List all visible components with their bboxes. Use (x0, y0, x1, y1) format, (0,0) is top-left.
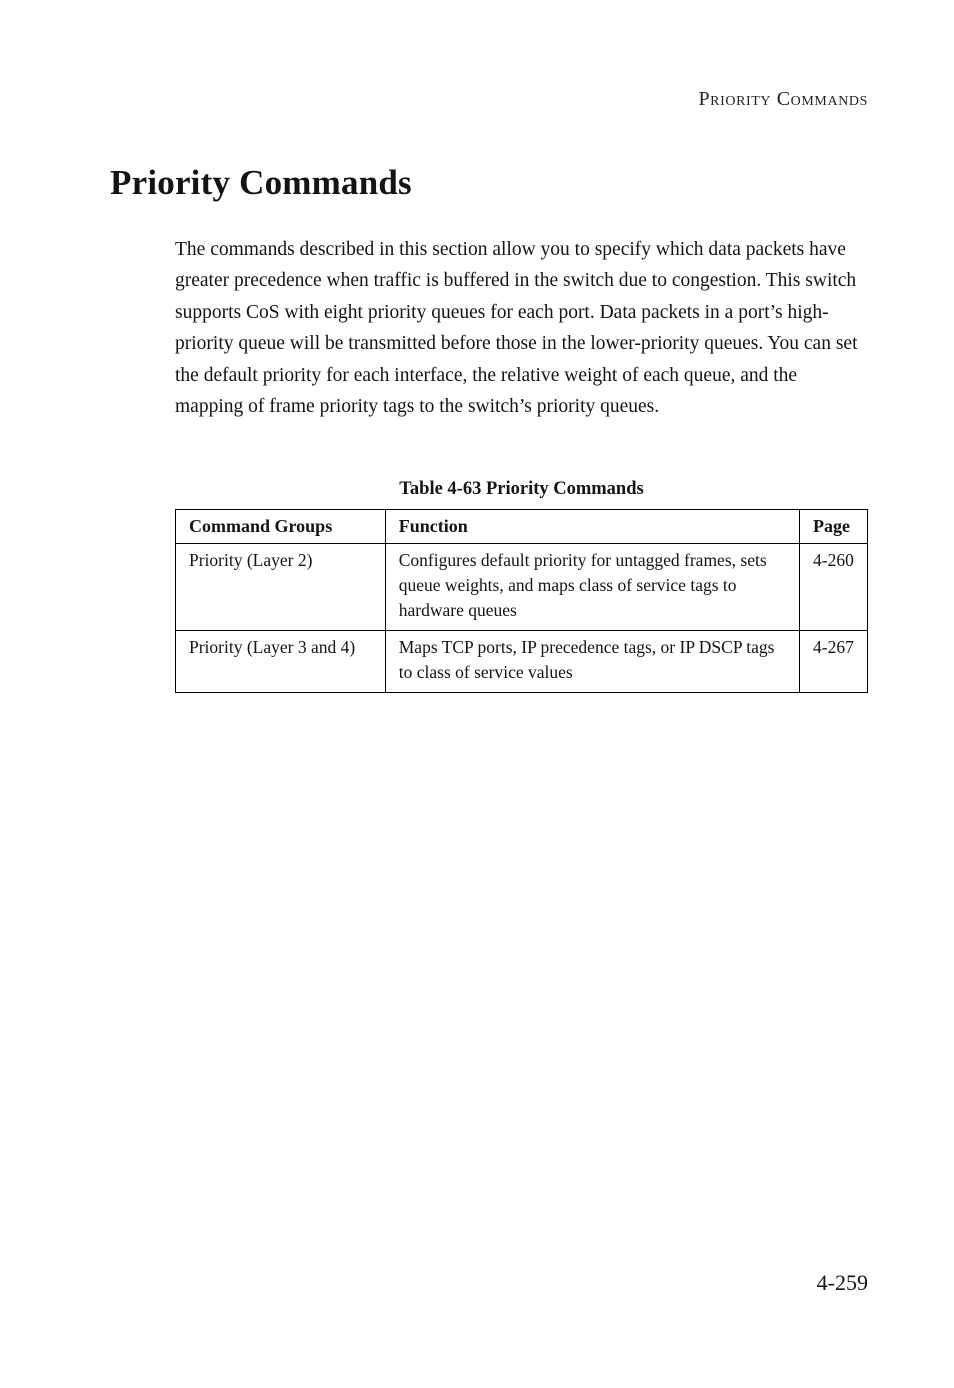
column-header-function: Function (385, 510, 799, 544)
page-number: 4-259 (816, 1270, 868, 1295)
cell-page: 4-260 (800, 544, 868, 631)
cell-page: 4-267 (800, 631, 868, 693)
table-row (176, 631, 868, 693)
table-row (176, 544, 868, 631)
column-header-command-groups: Command Groups (176, 510, 386, 544)
cell-function: Configures default priority for untagged frames, sets queue weights, and maps class of service tags to hardware queues (385, 544, 799, 631)
cell-command-group: Priority (Layer 2) (176, 544, 386, 631)
cell-command-group: Priority (Layer 3 and 4) (176, 631, 386, 693)
cell-function: Maps TCP ports, IP precedence tags, or IP DSCP tags to class of service values (385, 631, 799, 693)
running-header: Priority Commands (698, 88, 868, 110)
table-header-row (176, 510, 868, 544)
priority-commands-table (175, 509, 868, 693)
section-title: Priority Commands (110, 163, 412, 202)
table-caption: Table 4-63 Priority Commands (399, 479, 644, 499)
section-body-paragraph: The commands described in this section allow you to specify which data packets have greater precedence when traffic is buffered in the switch due to congestion. This switch supports CoS with eight priority queues for each port. Data packets in a port’s high-priority queue will be transmitted before those in the lower-priority queues. You can set the default priority for each interface, the relative weight of each queue, and the mapping of frame priority tags to the switch’s priority queues. (175, 239, 858, 418)
column-header-page: Page (800, 510, 868, 544)
